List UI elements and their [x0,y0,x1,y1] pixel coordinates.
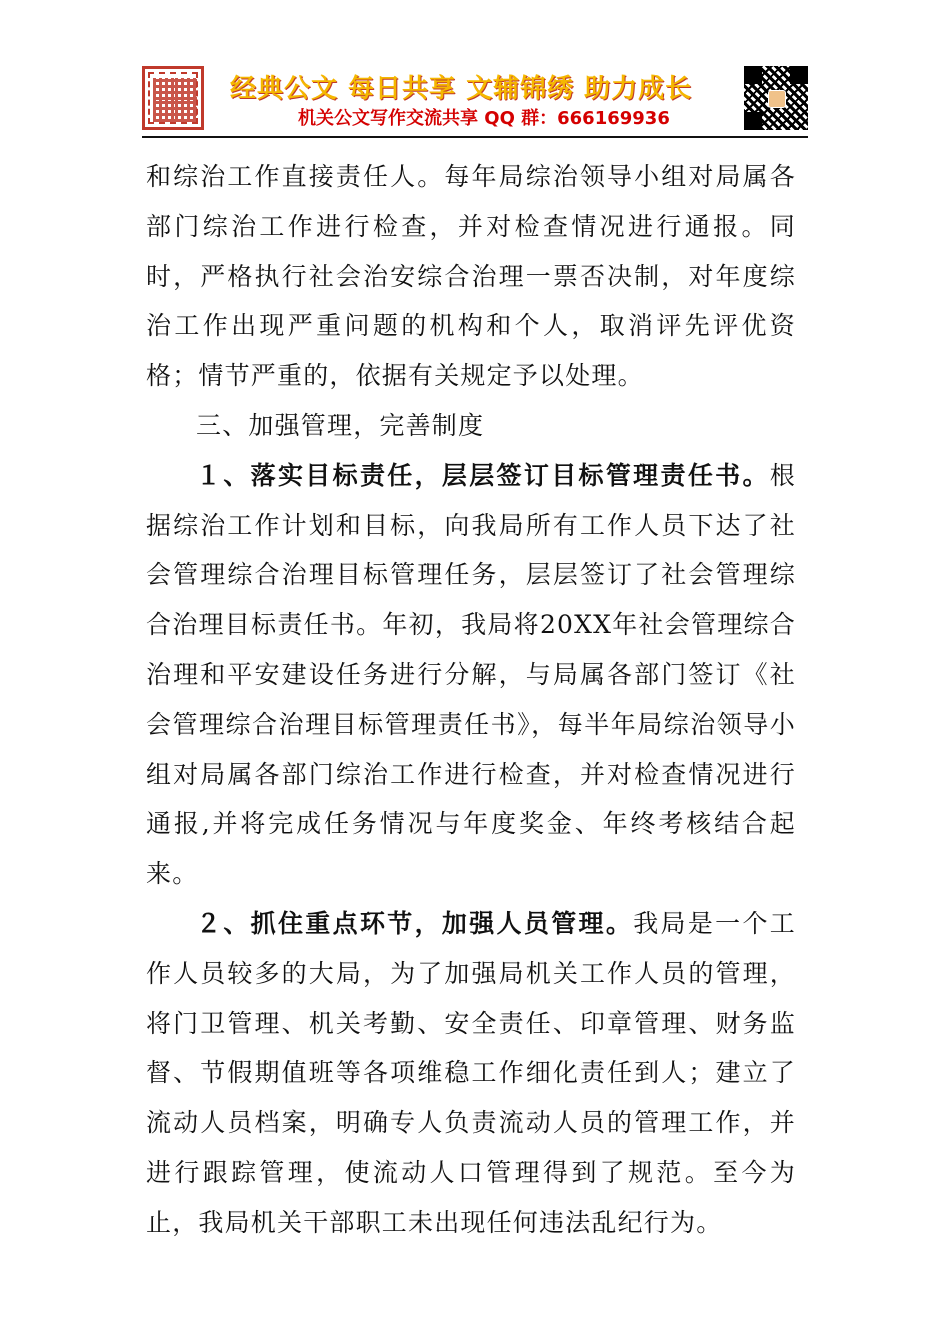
paragraph-item-2 [146,899,796,1248]
header-divider [142,136,808,138]
header-qq-line: 机关公文写作交流共享 QQ 群：666169936 [298,108,670,129]
paragraph-item-1 [146,451,796,899]
item-1-title: １、落实目标责任，层层签订目标管理责任书。 [196,460,770,490]
item-1-body: 根据综治工作计划和目标，向我局所有工作人员下达了社会管理综合治理目标管理任务，层层签订了社会管理综合治理目标责任书。年初，我局将20XX年社会管理综合治理和平安建设任务进行分解，与局属各部门签订《社会管理综合治理目标管理责任书》，每半年局综治领导小组对局属各部门综治工作进行检查，并对检查情况进行通报,并将完成任务情况与年度奖金、年终考核结合起来。 [146,460,796,889]
item-2-body: 我局是一个工作人员较多的大局，为了加强局机关工作人员的管理，将门卫管理、机关考勤、安全责任、印章管理、财务监督、节假期值班等各项维稳工作细化责任到人；建立了流动人员档案，明确专人负责流动人员的管理工作，并进行跟踪管理，使流动人口管理得到了规范。至今为止，我局机关干部职工未出现任何违法乱纪行为。 [146,908,797,1237]
paragraph-continuation: 和综治工作直接责任人。每年局综治领导小组对局属各部门综治工作进行检查，并对检查情况进行通报。同时，严格执行社会治安综合治理一票否决制，对年度综治工作出现严重问题的机构和个人，取消评先评优资格；情节严重的，依据有关规定予以处理。 [146,162,796,391]
header-slogan: 经典公文 每日共享 文辅锦绣 助力成长 [230,74,693,104]
item-2-title: ２、抓住重点环节，加强人员管理。 [196,908,634,938]
section-heading: 三、加强管理，完善制度 [196,410,485,440]
qr-code-icon [742,64,810,132]
page-header [138,60,808,136]
seal-logo-icon [142,66,204,130]
document-body [146,152,796,1248]
